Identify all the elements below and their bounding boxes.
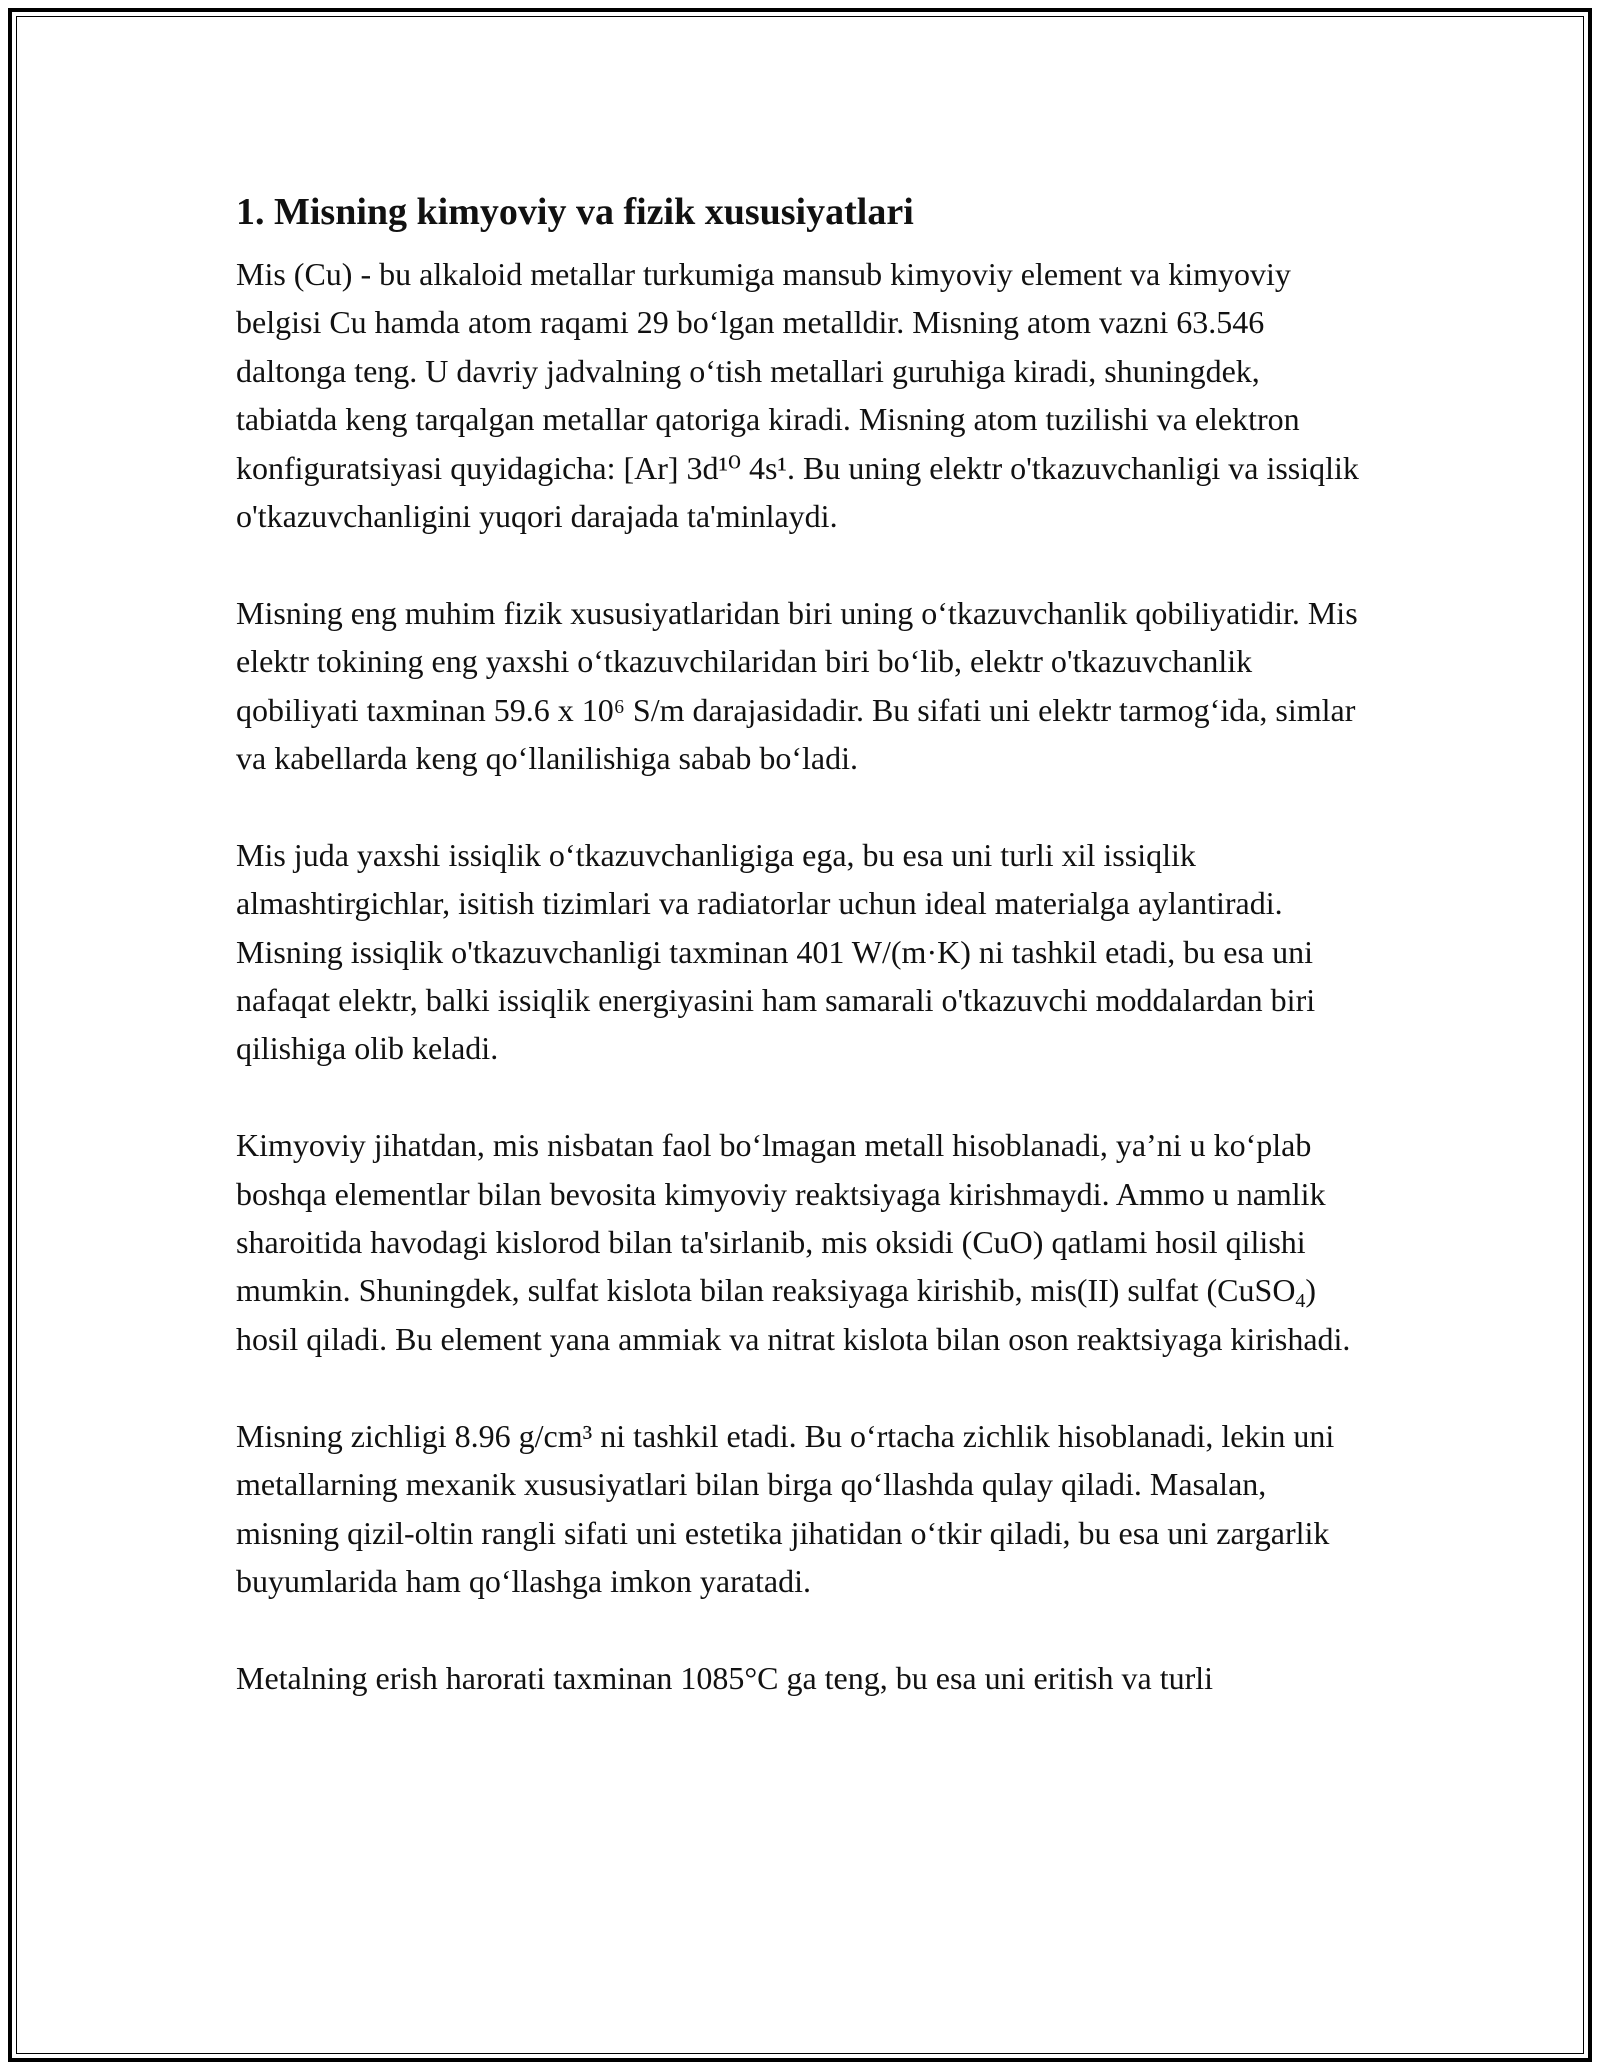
section-heading: 1. Misning kimyoviy va fizik xususiyatlari [236,191,914,233]
document-content [236,188,1366,1702]
paragraph-chemical-properties [236,1121,1366,1363]
chemical-text-before-subscript: Kimyoviy jihatdan, mis nisbatan faol bo‘lmagan metall hisoblanadi, ya’ni u ko‘plab boshqa elementlar bilan bevosita kimyoviy reaktsiyaga kirishmaydi. Ammo u namlik sharoitida havodagi kislorod bilan ta'sirlanib, mis oksidi (CuO) qatlami hosil qilishi mumkin. Shuningdek, sulfat kislota bilan reaksiyaga kirishib, mis(II) sulfat (CuSO [236,1127,1326,1309]
paragraph-thermal-conductivity: Mis juda yaxshi issiqlik o‘tkazuvchanligiga ega, bu esa uni turli xil issiqlik almashtirgichlar, isitish tizimlari va radiatorlar uchun ideal materialga aylantiradi. Misning issiqlik o'tkazuvchanligi taxminan 401 W/(m·K) ni tashkil etadi, bu esa uni nafaqat elektr, balki issiqlik energiyasini ham samarali o'tkazuvchi moddalardan biri qilishiga olib keladi. [236,836,1316,1067]
paragraph-atomic-structure: Mis (Cu) - bu alkaloid metallar turkumiga mansub kimyoviy element va kimyoviy belgisi Cu hamda atom raqami 29 bo‘lgan metalldir. Misning atom vazni 63.546 daltonga teng. U davriy jadvalning o‘tish metallari guruhiga kiradi, shuningdek, tabiatda keng tarqalgan metallar qatoriga kiradi. Misning atom tuzilishi va elektron konfiguratsiyasi quyidagicha: [Ar] 3d¹⁰ 4s¹. Bu uning elektr o'tkazuvchanligi va issiqlik o'tkazuvchanligini yuqori darajada ta'minlaydi. [236,256,1359,535]
paragraph-electrical-conductivity: Misning eng muhim fizik xususiyatlaridan biri uning o‘tkazuvchanlik qobiliyatidir. Mis elektr tokining eng yaxshi o‘tkazuvchilaridan biri bo‘lib, elektr o'tkazuvchanlik qobiliyati taxminan 59.6 x 10⁶ S/m darajasidadir. Bu sifati uni elektr tarmog‘ida, simlar va kabellarda keng qo‘llanilishiga sabab bo‘ladi. [236,594,1358,777]
chemical-text-after-subscript: ) hosil qiladi. Bu element yana ammiak va nitrat kislota bilan oson reaktsiyaga kirishadi. [236,1272,1351,1357]
sulfate-subscript: 4 [1295,1290,1306,1313]
paragraph-melting-point: Metalning erish harorati taxminan 1085°C ga teng, bu esa uni eritish va turli [236,1659,1214,1696]
paragraph-density: Misning zichligi 8.96 g/cm³ ni tashkil etadi. Bu o‘rtacha zichlik hisoblanadi, lekin uni metallarning mexanik xususiyatlari bilan birga qo‘llashda qulay qiladi. Masalan, misning qizil-oltin rangli sifati uni estetika jihatidan o‘tkir qiladi, bu esa uni zargarlik buyumlarida ham qo‘llashga imkon yaratadi. [236,1417,1335,1599]
